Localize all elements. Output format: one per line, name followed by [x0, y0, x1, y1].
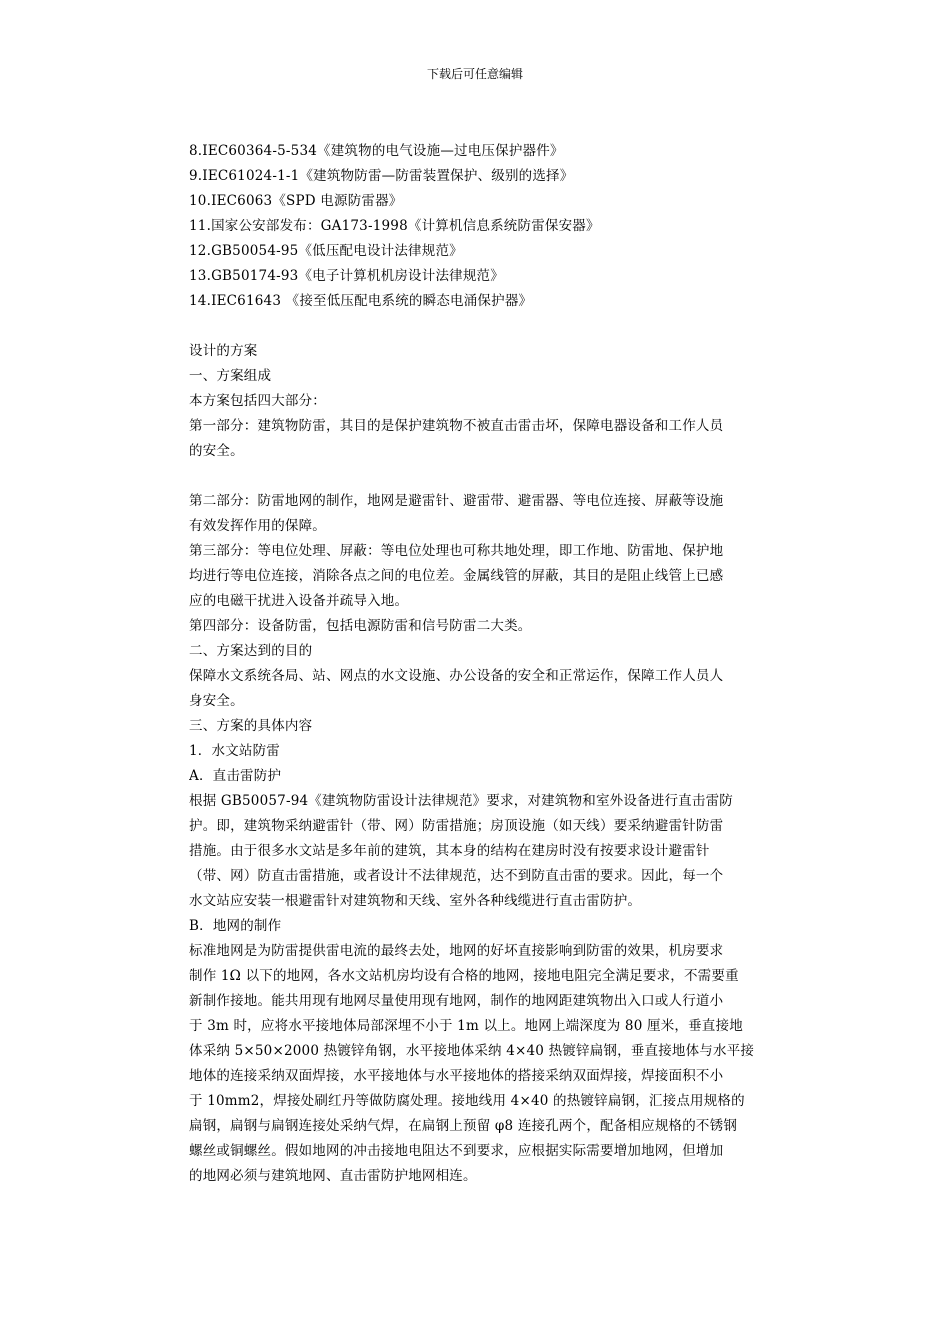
spacer [189, 314, 767, 339]
paragraph-line: 保障水文系统各局、站、网点的水文设施、办公设备的安全和正常运作，保障工作人员人 [189, 668, 724, 684]
heading-goal: 二、方案达到的目的 [189, 643, 313, 659]
part-three-paragraph [189, 539, 767, 614]
reference-item: 9.IEC61024-1-1《建筑物防雷—防雷装置保护、级别的选择》 [189, 168, 574, 184]
heading-content: 三、方案的具体内容 [189, 718, 313, 734]
paragraph-line: 体采纳 5×50×2000 热镀锌角钢，水平接地体采纳 4×40 热镀锌扁钢，垂直接地体与水平接 [189, 1043, 755, 1059]
paragraph-line: 根据 GB50057-94《建筑物防雷设计法律规范》要求，对建筑物和室外设备进行直击雷防 [189, 793, 733, 809]
reference-item: 14.IEC61643 《接至低压配电系统的瞬态电涌保护器》 [189, 293, 533, 309]
paragraph-line: 身安全。 [189, 693, 244, 709]
paragraph-line: 护。即，建筑物采纳避雷针（带、网）防雷措施；房顶设施（如天线）要采纳避雷针防雷 [189, 818, 724, 834]
reference-item: 13.GB50174-93《电子计算机机房设计法律规范》 [189, 268, 504, 284]
page-header: 下载后可任意编辑 [426, 67, 523, 81]
paragraph-line: 第二部分：防雷地网的制作，地网是避雷针、避雷带、避雷器、等电位连接、屏蔽等设施 [189, 493, 724, 509]
part-four-paragraph: 第四部分：设备防雷，包括电源防雷和信号防雷二大类。 [189, 618, 532, 634]
part-two-paragraph [189, 489, 767, 539]
section-title: 设计的方案 [189, 343, 258, 359]
subheading-direct-lightning: A．直击雷防护 [189, 768, 282, 784]
paragraph-line: 于 10mm2，焊接处刷红丹等做防腐处理。接地线用 4×40 的热镀锌扁钢，汇接点用规格的 [189, 1093, 745, 1109]
paragraph-line: （带、网）防直击雷措施，或者设计不法律规范，达不到防直击雷的要求。因此，每一个 [189, 868, 724, 884]
reference-item: 8.IEC60364-5-534《建筑物的电气设施—过电压保护器件》 [189, 143, 564, 159]
document-body [189, 139, 767, 1189]
intro-text: 本方案包括四大部分： [189, 393, 326, 409]
paragraph-line: 制作 1Ω 以下的地网，各水文站机房均设有合格的地网，接地电阻完全满足要求，不需要重 [189, 968, 739, 984]
part-one-paragraph [189, 414, 767, 464]
subheading-station: 1．水文站防雷 [189, 743, 280, 759]
paragraph-line: 措施。由于很多水文站是多年前的建筑，其本身的结构在建房时没有按要求设计避雷针 [189, 843, 710, 859]
paragraph-line: 于 3m 时，应将水平接地体局部深埋不小于 1m 以上。地网上端深度为 80 厘米，垂直接地 [189, 1018, 743, 1034]
ground-grid-paragraph [189, 939, 767, 1189]
paragraph-line: 的安全。 [189, 443, 244, 459]
heading-composition: 一、方案组成 [189, 368, 272, 384]
paragraph-line: 第三部分：等电位处理、屏蔽：等电位处理也可称共地处理，即工作地、防雷地、保护地 [189, 543, 724, 559]
paragraph-line: 第一部分：建筑物防雷，其目的是保护建筑物不被直击雷击坏，保障电器设备和工作人员 [189, 418, 724, 434]
paragraph-line: 水文站应安装一根避雷针对建筑物和天线、室外各种线缆进行直击雷防护。 [189, 893, 642, 909]
paragraph-line: 的地网必须与建筑地网、直击雷防护地网相连。 [189, 1168, 477, 1184]
paragraph-line: 有效发挥作用的保障。 [189, 518, 326, 534]
reference-item: 11.国家公安部发布：GA173-1998《计算机信息系统防雷保安器》 [189, 218, 600, 234]
paragraph-line: 新制作接地。能共用现有地网尽量使用现有地网，制作的地网距建筑物出入口或人行道小 [189, 993, 724, 1009]
paragraph-line: 均进行等电位连接，消除各点之间的电位差。金属线管的屏蔽，其目的是阻止线管上已感 [189, 568, 724, 584]
paragraph-line: 地体的连接采纳双面焊接，水平接地体与水平接地体的搭接采纳双面焊接，焊接面积不小 [189, 1068, 724, 1084]
reference-item: 10.IEC6063《SPD 电源防雷器》 [189, 193, 403, 209]
subheading-ground-grid: B．地网的制作 [189, 918, 282, 934]
paragraph-line: 标准地网是为防雷提供雷电流的最终去处，地网的好坏直接影响到防雷的效果，机房要求 [189, 943, 724, 959]
paragraph-line: 螺丝或铜螺丝。假如地网的冲击接地电阻达不到要求，应根据实际需要增加地网，但增加 [189, 1143, 724, 1159]
reference-item: 12.GB50054-95《低压配电设计法律规范》 [189, 243, 463, 259]
spacer [189, 464, 767, 489]
paragraph-line: 应的电磁干扰进入设备并疏导入地。 [189, 593, 409, 609]
direct-lightning-paragraph [189, 789, 767, 914]
goal-paragraph [189, 664, 767, 714]
reference-list [189, 139, 767, 314]
paragraph-line: 扁钢，扁钢与扁钢连接处采纳气焊，在扁钢上预留 φ8 连接孔两个，配备相应规格的不锈钢 [189, 1118, 738, 1134]
